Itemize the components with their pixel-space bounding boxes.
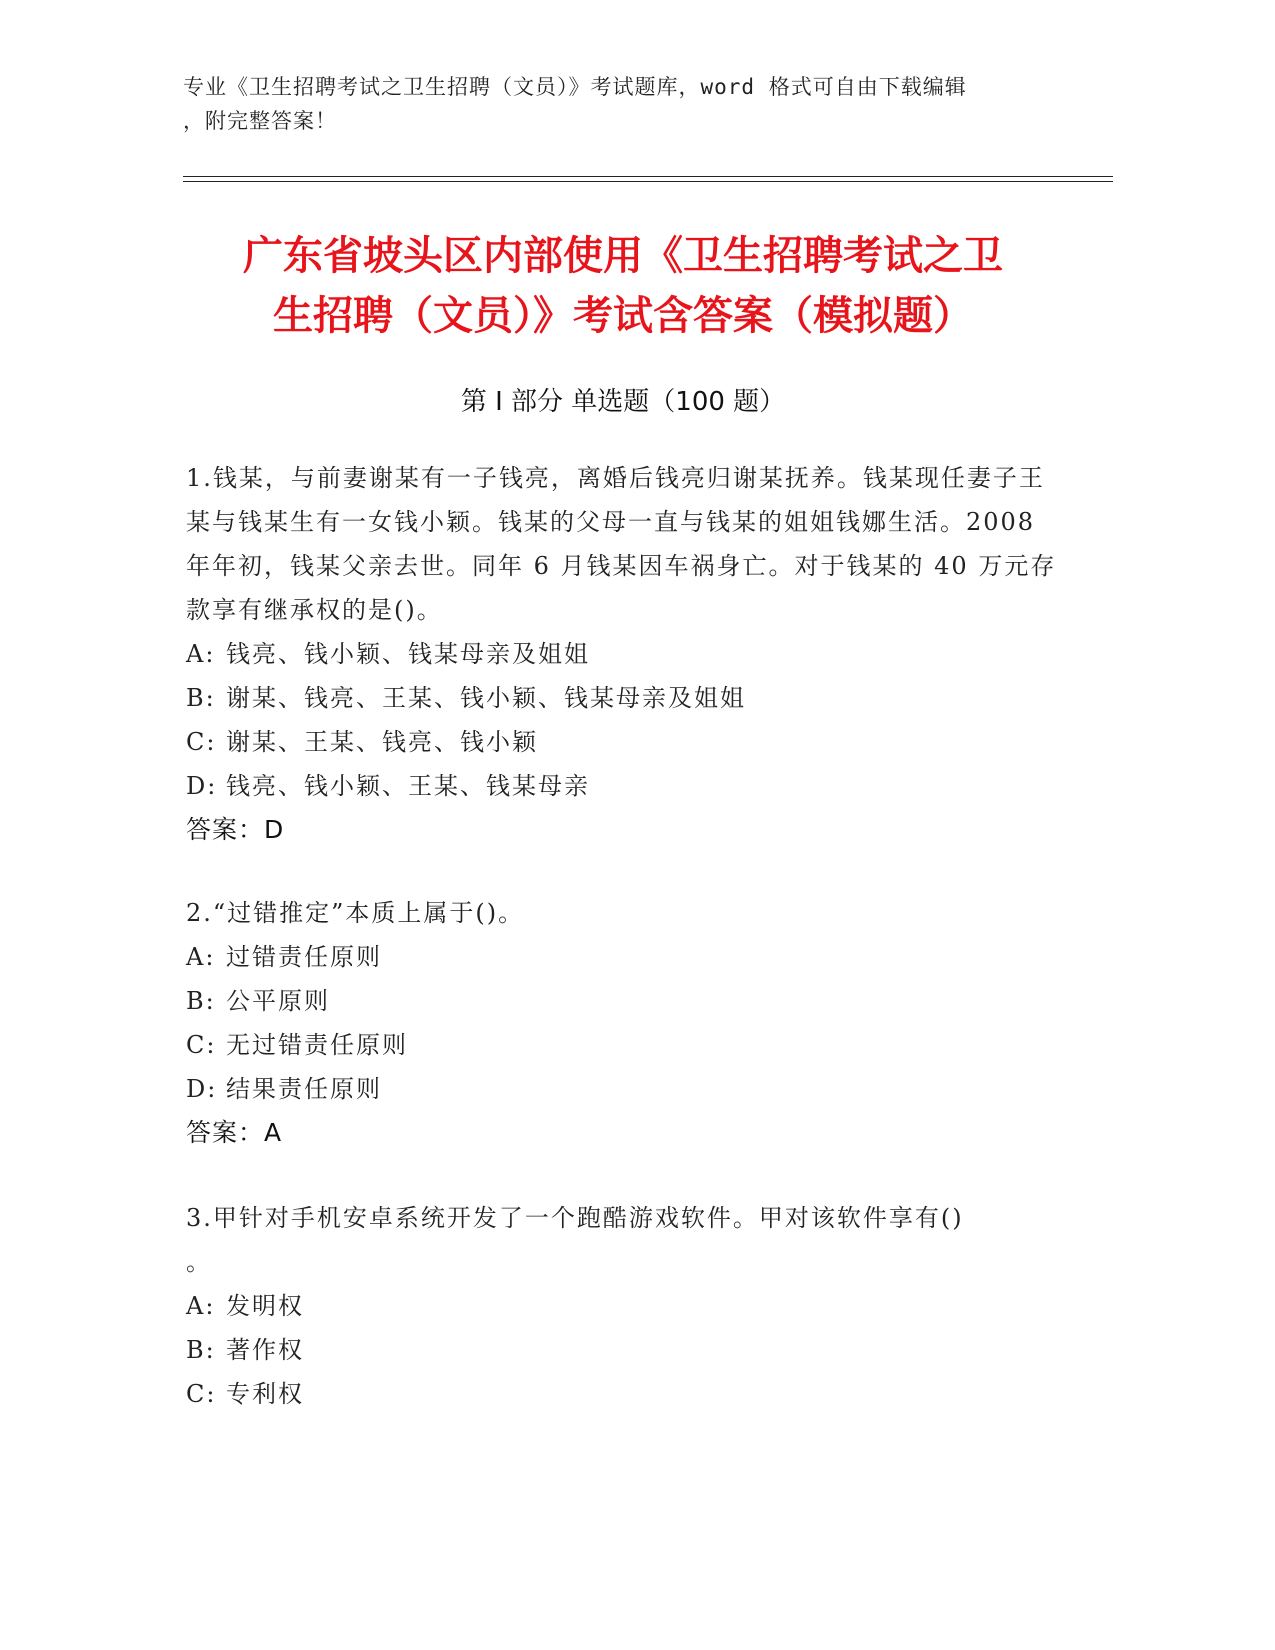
option-letter: A: (186, 943, 216, 971)
option-letter: A: (186, 1292, 216, 1320)
option-letter: B: (186, 1336, 216, 1364)
document-title (183, 226, 1063, 346)
answer-line: 答案：A (186, 1118, 283, 1147)
option-a (186, 935, 1066, 979)
question-stem: 2.“过错推定”本质上属于()。 (186, 899, 525, 927)
question-stem: 1.钱某，与前妻谢某有一子钱亮，离婚后钱亮归谢某抚养。钱某现任妻子王某与钱某生有一女钱小颖。钱某的父母一直与钱某的姐姐钱娜生活。2008 年年初，钱某父亲去世。同年 6 月钱某因车祸身亡。对于钱某的 40 万元存款享有继承权的是()。 (186, 464, 1057, 624)
option-text: 钱亮、钱小颖、王某、钱某母亲 (226, 772, 590, 800)
header-note (183, 70, 1063, 138)
option-c (186, 720, 1066, 764)
question-3 (186, 1196, 1066, 1416)
option-b (186, 979, 1066, 1023)
option-text: 结果责任原则 (226, 1075, 382, 1103)
question-1 (186, 456, 1066, 852)
option-c (186, 1023, 1066, 1067)
answer-line: 答案：D (186, 815, 285, 844)
option-text: 著作权 (226, 1336, 304, 1364)
document-title-line-1: 广东省坡头区内部使用《卫生招聘考试之卫 (243, 233, 1003, 279)
option-letter: D: (186, 772, 218, 800)
question-stem-continuation: 。 (186, 1248, 212, 1276)
option-letter: C: (186, 728, 217, 756)
option-text: 谢某、王某、钱亮、钱小颖 (226, 728, 538, 756)
option-text: 过错责任原则 (226, 943, 382, 971)
option-a (186, 1284, 1066, 1328)
option-letter: A: (186, 640, 216, 668)
option-letter: D: (186, 1075, 218, 1103)
option-c (186, 1372, 1066, 1416)
option-a (186, 632, 1066, 676)
question-2 (186, 891, 1066, 1155)
option-d (186, 764, 1066, 808)
option-text: 无过错责任原则 (226, 1031, 408, 1059)
option-text: 谢某、钱亮、王某、钱小颖、钱某母亲及姐姐 (226, 684, 746, 712)
header-rule-top (183, 176, 1113, 177)
option-text: 公平原则 (226, 987, 330, 1015)
option-b (186, 1328, 1066, 1372)
option-text: 钱亮、钱小颖、钱某母亲及姐姐 (226, 640, 590, 668)
document-title-line-2: 生招聘（文员）》考试含答案（模拟题） (273, 293, 973, 339)
question-stem: 3.甲针对手机安卓系统开发了一个跑酷游戏软件。甲对该软件享有() (186, 1204, 964, 1232)
option-b (186, 676, 1066, 720)
option-letter: C: (186, 1031, 217, 1059)
option-letter: B: (186, 684, 216, 712)
option-letter: C: (186, 1380, 217, 1408)
option-text: 发明权 (226, 1292, 304, 1320)
section-heading: 第 I 部分 单选题（100 题） (460, 387, 786, 417)
header-note-line-2: ，附完整答案！ (183, 109, 337, 133)
header-note-line-1: 专业《卫生招聘考试之卫生招聘（文员）》考试题库，word 格式可自由下载编辑 (183, 75, 967, 99)
header-rule-bottom (183, 181, 1113, 182)
option-d (186, 1067, 1066, 1111)
option-letter: B: (186, 987, 216, 1015)
option-text: 专利权 (226, 1380, 304, 1408)
